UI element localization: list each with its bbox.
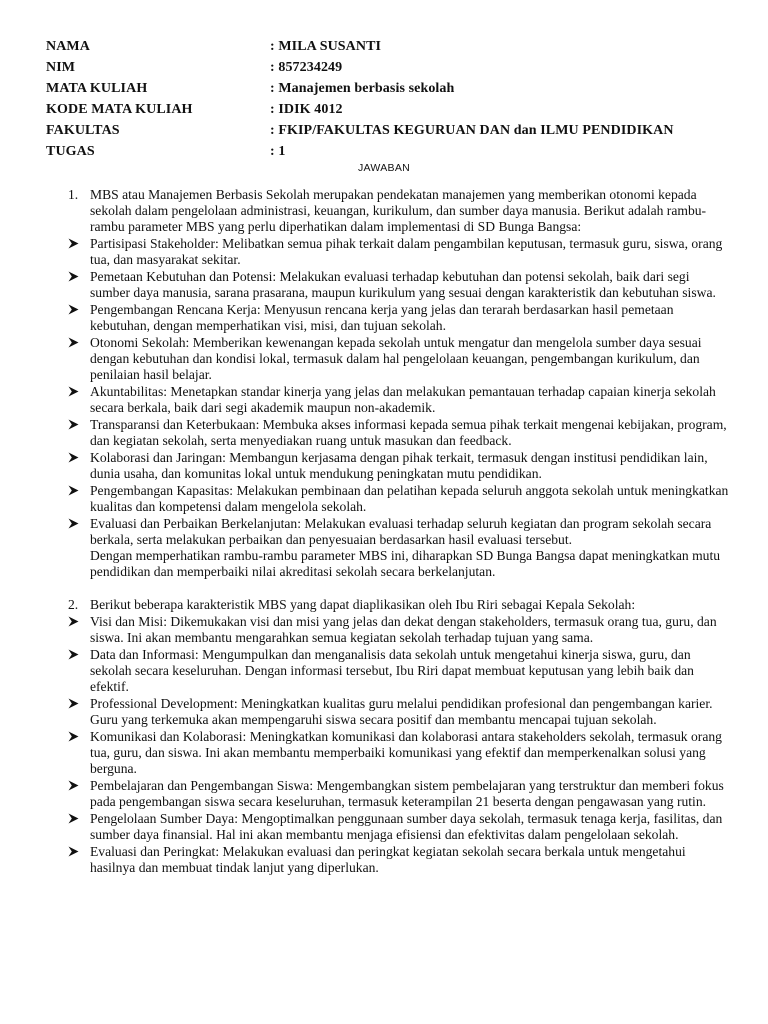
- bullet-text: Pengelolaan Sumber Daya: Mengoptimalkan penggunaan sumber daya sekolah, termasuk tenaga kerja, fasilitas, dan sumber daya finansial. Hal ini akan membantu menjaga efisiensi dan efektivitas dalam pengelolaan sekolah.: [90, 811, 723, 843]
- closing-paragraph: Dengan memperhatikan rambu-rambu parameter MBS ini, diharapkan SD Bunga Bangsa dapat meningkatkan mutu pendidikan dan memperbaiki nilai akreditasi sekolah secara berkelanjutan.: [90, 547, 721, 580]
- arrowhead-bullet-icon: [68, 483, 84, 499]
- arrowhead-bullet-icon: [68, 384, 84, 400]
- section-gap: [68, 580, 730, 597]
- info-value: : FKIP/FAKULTAS KEGURUAN DAN dan ILMU PENDIDIKAN: [270, 123, 674, 138]
- question-intro-text: Berikut beberapa karakteristik MBS yang dapat diaplikasikan oleh Ibu Riri sebagai Kepala Sekolah:: [90, 597, 636, 613]
- bullet-text: Visi dan Misi: Dikemukakan visi dan misi yang jelas dan dekat dengan stakeholders, termasuk orang tua, guru, dan siswa. Ini akan membantu mengarahkan semua kegiatan sekolah terhadap tujuan yang sama.: [90, 614, 717, 646]
- bullet-text: Evaluasi dan Perbaikan Berkelanjutan: Melakukan evaluasi terhadap seluruh kegiatan dan program sekolah secara berkala, serta melakukan perbaikan dan penyesuaian berdasarkan hasil evaluasi tersebut.: [90, 515, 712, 547]
- bullet-item: [68, 696, 730, 728]
- question-number: 1.: [68, 187, 79, 202]
- info-label: TUGAS: [46, 144, 95, 159]
- arrowhead-bullet-icon: [68, 647, 84, 663]
- bullet-text: Otonomi Sekolah: Memberikan kewenangan kepada sekolah untuk mengatur dan mengelola sumber daya sesuai dengan kebutuhan dan kondisi lokal, termasuk dalam hal pengelolaan keuangan, pengembangan kurikulum, dan penilaian hasil belajar.: [90, 334, 702, 383]
- arrowhead-bullet-icon: [68, 269, 84, 285]
- bullet-text: Evaluasi dan Peringkat: Melakukan evaluasi dan peringkat kegiatan sekolah secara berkala untuk mengetahui hasilnya dan membuat tindak lanjut yang diperlukan.: [90, 843, 686, 876]
- bullet-item: [68, 844, 730, 876]
- arrowhead-bullet-icon: [68, 417, 84, 433]
- arrowhead-bullet-icon: [68, 844, 84, 860]
- question-number: 2.: [68, 597, 79, 613]
- info-row-fakultas: [46, 120, 746, 141]
- info-row-kode-mata-kuliah: [46, 99, 746, 120]
- info-value: : Manajemen berbasis sekolah: [270, 81, 455, 96]
- info-value: : IDIK 4012: [270, 102, 343, 117]
- question-intro: [68, 187, 730, 236]
- bullet-item: [68, 729, 730, 778]
- info-row-tugas: [46, 141, 746, 162]
- question-1: [68, 187, 730, 580]
- arrowhead-bullet-icon: [68, 450, 84, 466]
- arrowhead-bullet-icon: [68, 614, 84, 630]
- bullet-item: [68, 450, 730, 482]
- bullet-text: Pengembangan Rencana Kerja: Menyusun rencana kerja yang jelas dan terarah berdasarkan hasil pemetaan kebutuhan, dengan memperhatikan visi, misi, dan tujuan sekolah.: [90, 301, 674, 334]
- info-value: : 1: [270, 144, 286, 159]
- info-label: MATA KULIAH: [46, 81, 148, 96]
- arrowhead-bullet-icon: [68, 236, 84, 252]
- question-intro: [68, 597, 730, 613]
- bullet-item: [68, 811, 730, 843]
- info-value: : MILA SUSANTI: [270, 39, 382, 54]
- bullet-item: [68, 647, 730, 696]
- student-info-table: [46, 36, 746, 162]
- info-row-nama: [46, 36, 746, 57]
- bullet-item: [68, 335, 730, 384]
- info-label: FAKULTAS: [46, 123, 120, 138]
- question-2: [68, 597, 730, 876]
- bullet-list: [68, 236, 730, 548]
- bullet-text: Pembelajaran dan Pengembangan Siswa: Mengembangkan sistem pembelajaran yang terstruktur dan memberi fokus pada pengembangan siswa secara keseluruhan, termasuk keterampilan 21 beserta dengan pengawasan yang rutin.: [90, 778, 724, 810]
- bullet-text: Akuntabilitas: Menetapkan standar kinerja yang jelas dan melakukan pemantauan terhadap capaian kinerja sekolah secara berkala, baik dari segi akademik maupun non-akademik.: [90, 383, 716, 416]
- bullet-text: Kolaborasi dan Jaringan: Membangun kerjasama dengan pihak terkait, termasuk dengan institusi pendidikan lain, dunia usaha, dan komunitas lokal untuk mendukung peningkatan mutu pendidikan.: [90, 449, 708, 481]
- info-row-nim: [46, 57, 746, 78]
- arrowhead-bullet-icon: [68, 778, 84, 794]
- bullet-item: [68, 417, 730, 449]
- arrowhead-bullet-icon: [68, 811, 84, 827]
- bullet-item: [68, 778, 730, 810]
- question-intro-text: MBS atau Manajemen Berbasis Sekolah merupakan pendekatan manajemen yang memberikan otonomi kepada sekolah dalam pengelolaan administrasi, keuangan, kurikulum, dan sumber daya manusia. Berikut adalah rambu-rambu parameter MBS yang perlu diperhatikan dalam implementasi di SD Bunga Bangsa:: [90, 187, 707, 235]
- arrowhead-bullet-icon: [68, 516, 84, 532]
- bullet-text: Transparansi dan Keterbukaan: Membuka akses informasi kepada semua pihak terkait mengenai kebijakan, program, dan kegiatan sekolah, serta menyediakan ruang untuk masukan dan feedback.: [90, 416, 727, 449]
- arrowhead-bullet-icon: [68, 696, 84, 712]
- bullet-text: Komunikasi dan Kolaborasi: Meningkatkan komunikasi dan kolaborasi antara stakeholders sekolah, termasuk orang tua, guru, dan siswa. Ini akan membantu memperbaiki komunikasi yang efektif dan memperkenalkan solusi yang berguna.: [90, 729, 722, 777]
- bullet-item: [68, 236, 730, 268]
- arrowhead-bullet-icon: [68, 302, 84, 318]
- bullet-list: [68, 614, 730, 876]
- bullet-item: [68, 269, 730, 301]
- bullet-item: [68, 614, 730, 646]
- arrowhead-bullet-icon: [68, 729, 84, 745]
- bullet-item: [68, 302, 730, 334]
- bullet-text: Pengembangan Kapasitas: Melakukan pembinaan dan pelatihan kepada seluruh anggota sekolah untuk meningkatkan kualitas dan kompetensi dalam mengelola sekolah.: [90, 482, 729, 514]
- info-label: KODE MATA KULIAH: [46, 102, 193, 117]
- info-row-mata-kuliah: [46, 78, 746, 99]
- answer-body: [68, 187, 730, 876]
- bullet-item: [68, 483, 730, 515]
- bullet-item: [68, 516, 730, 548]
- bullet-text: Data dan Informasi: Mengumpulkan dan menganalisis data sekolah untuk mengetahui kinerja siswa, guru, dan sekolah secara keseluruhan. Dengan informasi tersebut, Ibu Riri dapat membuat keputusan yang lebih baik dan efektif.: [90, 646, 694, 695]
- info-label: NIM: [46, 60, 76, 75]
- info-label: NAMA: [46, 39, 90, 54]
- bullet-text: Partisipasi Stakeholder: Melibatkan semua pihak terkait dalam pengambilan keputusan, termasuk guru, siswa, orang tua, dan masyarakat sekitar.: [90, 236, 723, 268]
- answer-title: JAWABAN: [357, 162, 411, 174]
- bullet-text: Pemetaan Kebutuhan dan Potensi: Melakukan evaluasi terhadap kebutuhan dan potensi sekolah, baik dari segi sumber daya manusia, sarana prasarana, maupun kurikulum yang sesuai dengan karakteristik dan kebutuhan siswa.: [90, 269, 716, 301]
- bullet-text: Professional Development: Meningkatkan kualitas guru melalui pendidikan profesional dan pengembangan karier. Guru yang terkemuka akan mempengaruhi siswa secara positif dan membantu mencapai tujuan sekolah.: [90, 696, 713, 728]
- arrowhead-bullet-icon: [68, 335, 84, 351]
- info-value: : 857234249: [270, 60, 343, 75]
- bullet-item: [68, 384, 730, 416]
